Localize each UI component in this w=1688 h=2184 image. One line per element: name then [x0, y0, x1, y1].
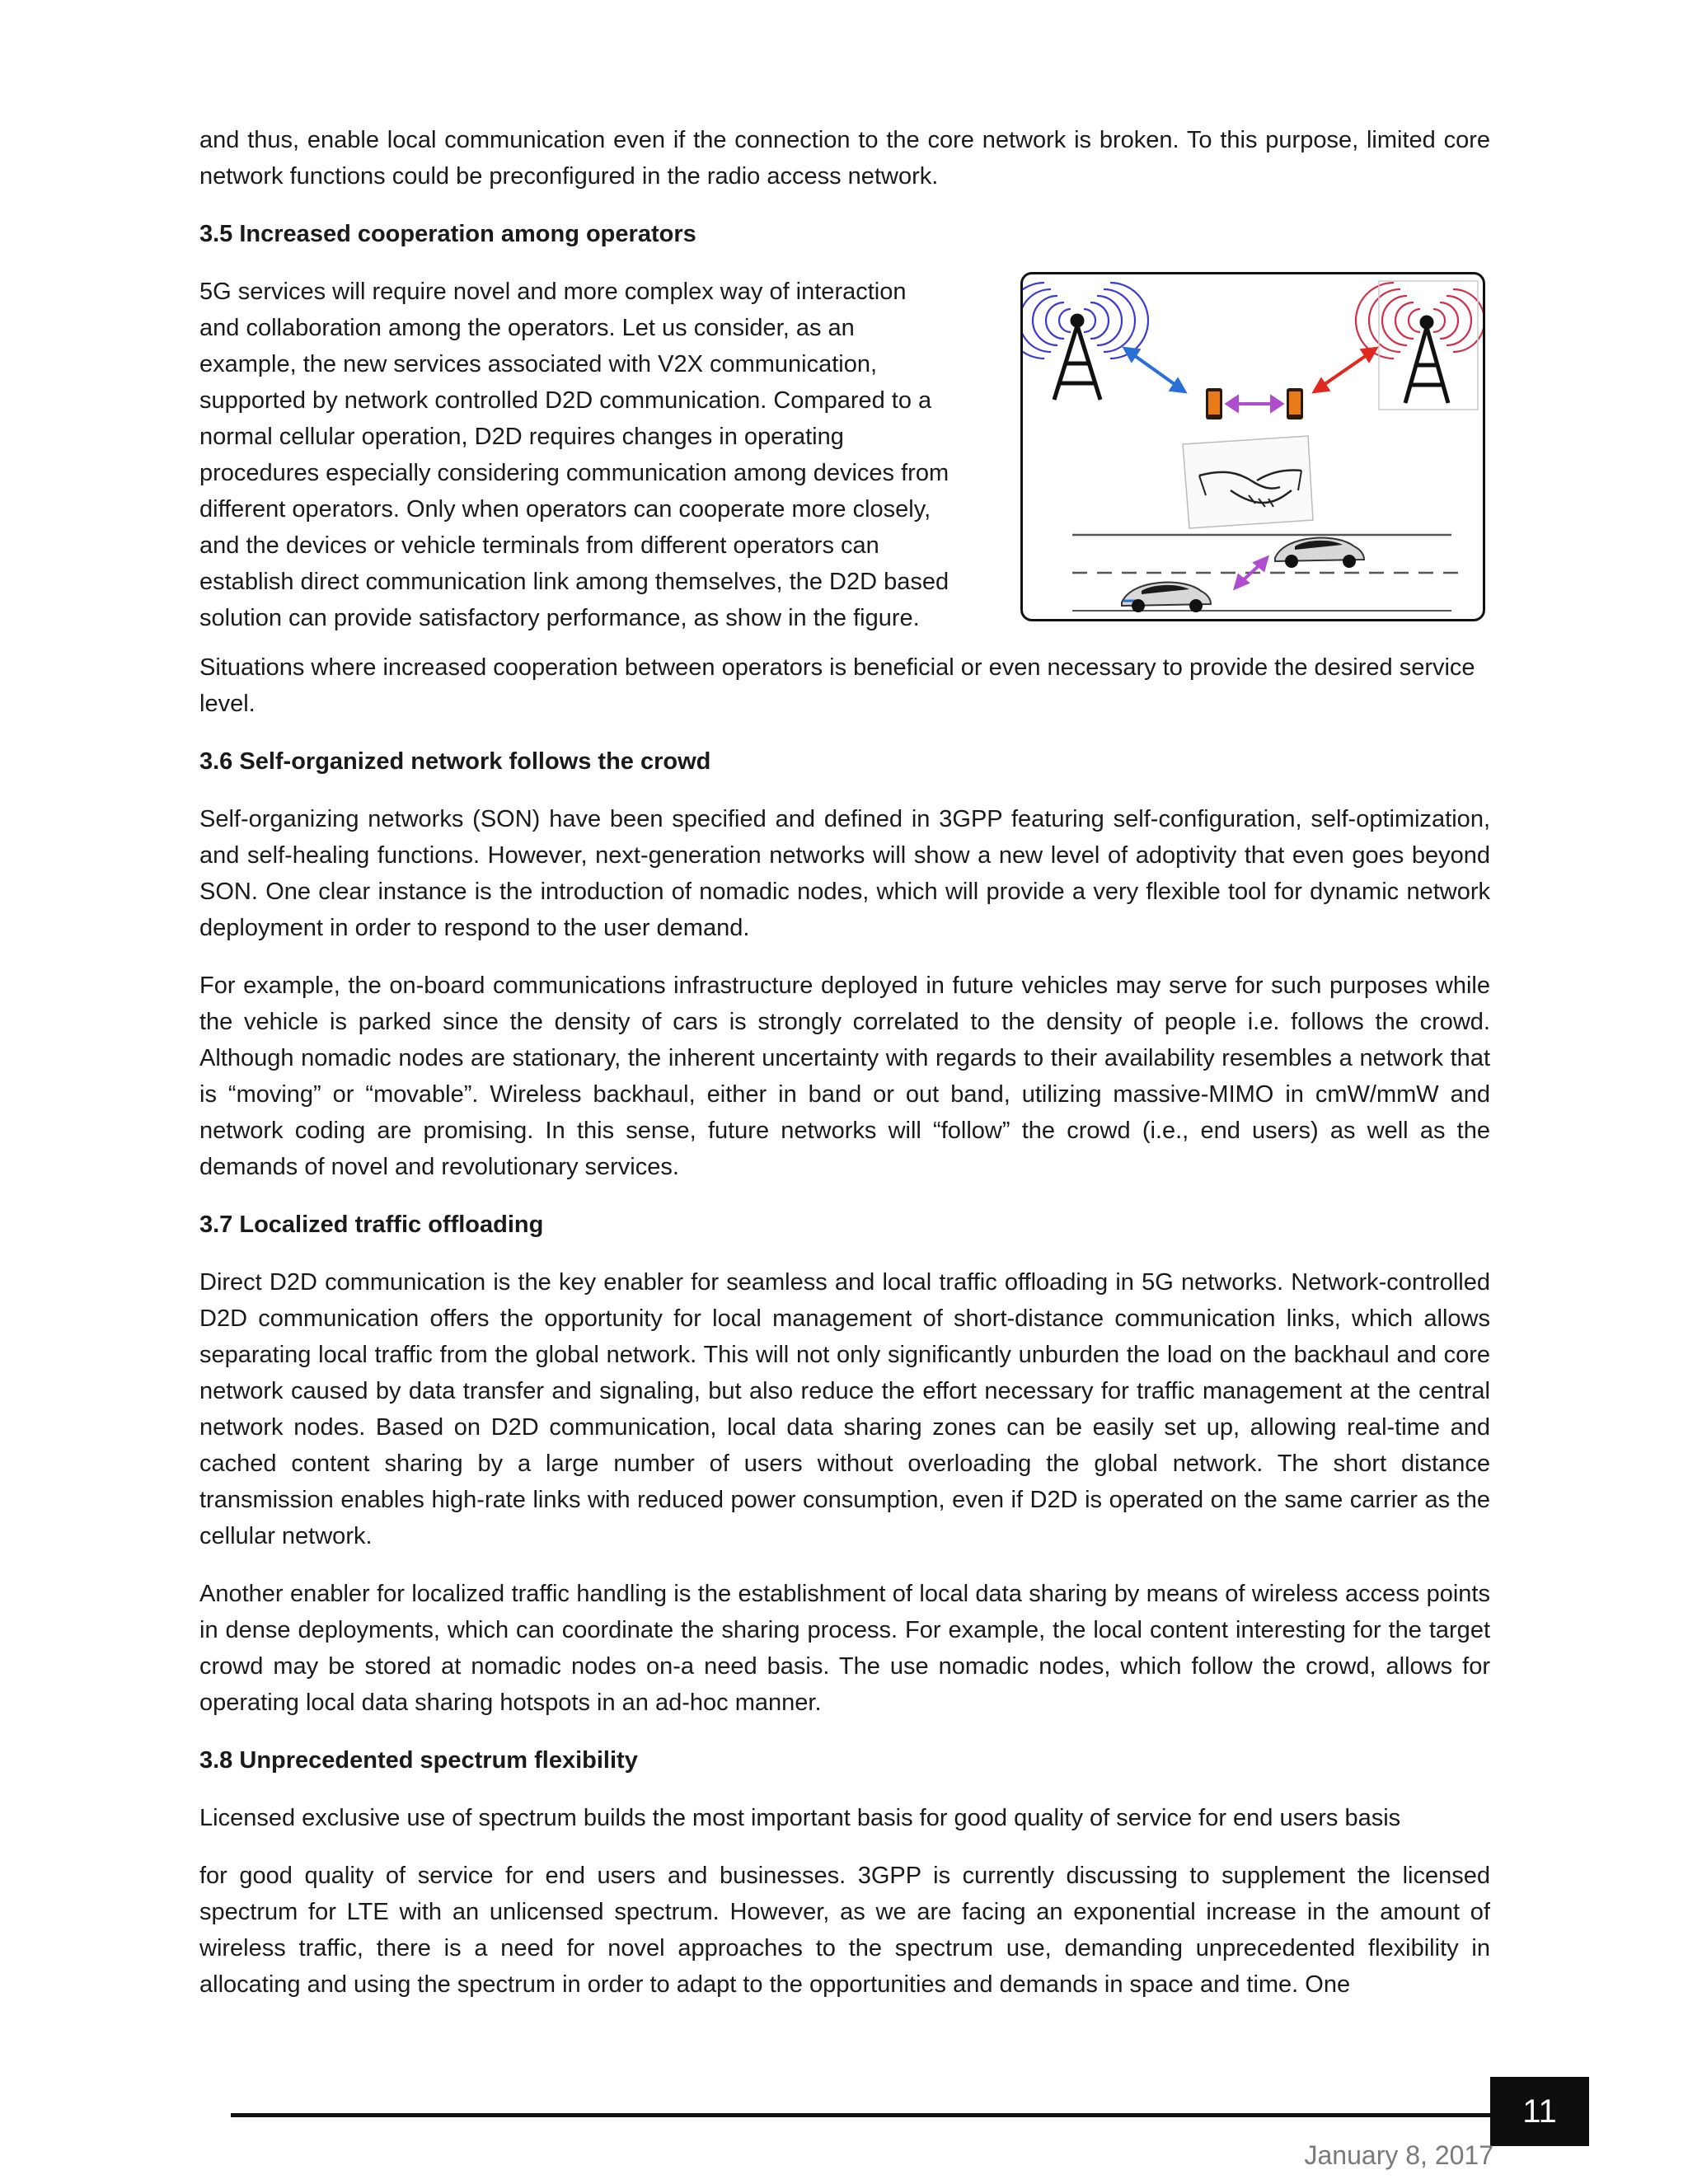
- text-line: supported by network controlled D2D communication. Compared to a: [199, 387, 932, 414]
- text-line: normal cellular operation, D2D requires changes in operating: [199, 424, 844, 450]
- text-line: establish direct communication link among themselves, the D2D based: [199, 569, 950, 595]
- bottom-car-icon: [1122, 582, 1211, 612]
- left-phone-icon: [1206, 388, 1222, 419]
- section-3-6-heading: 3.6 Self-organized network follows the crowd: [199, 748, 711, 775]
- figure-illustration: [1023, 274, 1483, 619]
- section-3-7-paragraph-1: Direct D2D communication is the key enabler for seamless and local traffic offloading in 5G networks. Network-controlled D2D communication offers the opportunity for local management of short-distance communication links, which allows separating local traffic from the global network. This will not only significantly unburden the load on the backhaul and core network caused by data transfer and signaling, but also reduce the effort necessary for traffic management at the central network nodes. Based on D2D communication, local data sharing zones can be easily set up, allowing real-time and cached content sharing by a large number of users without overloading the global network. The short distance transmission enables high-rate links with reduced power consumption, even if D2D is operated on the same carrier as the cellular network.: [199, 1269, 1490, 1549]
- section-3-8-paragraph-1: Licensed exclusive use of spectrum builds the most important basis for good quality of service for end users basis: [199, 1805, 1401, 1831]
- page-number: 11: [1490, 2077, 1589, 2146]
- text-line: different operators. Only when operators can cooperate more closely,: [199, 496, 931, 523]
- footer-date: January 8, 2017: [1304, 2140, 1493, 2170]
- top-car-icon: [1275, 537, 1364, 568]
- section-3-7-heading: 3.7 Localized traffic offloading: [199, 1212, 544, 1238]
- v2x-operator-cooperation-figure: [1020, 272, 1485, 621]
- blue-link-arrow: [1125, 349, 1184, 391]
- text-line: and collaboration among the operators. Let us consider, as an: [199, 315, 855, 341]
- text-line: example, the new services associated with V2X communication,: [199, 351, 878, 377]
- text-line: procedures especially considering communication among devices from: [199, 460, 950, 486]
- text-line: and the devices or vehicle terminals from different operators can: [199, 532, 879, 559]
- handshake-image: [1183, 436, 1313, 528]
- right-phone-icon: [1287, 388, 1303, 419]
- intro-paragraph: and thus, enable local communication even if the connection to the core network is broken. To this purpose, limited core network functions could be preconfigured in the radio access network.: [199, 127, 1490, 190]
- section-3-6-paragraph-2: For example, the on-board communications infrastructure deployed in future vehicles may serve for such purposes while the vehicle is parked since the density of cars is strongly correlated to the density of people i.e. follows the crowd. Although nomadic nodes are stationary, the inherent uncertainty with regards to their availability resembles a network that is “moving” or “movable”. Wireless backhaul, either in band or out band, utilizing massive-MIMO in cmW/mmW and network coding are promising. In this sense, future networks will “follow” the crowd (i.e., end users) as well as the demands of novel and revolutionary services.: [199, 972, 1490, 1180]
- section-3-8-paragraph-2: for good quality of service for end users and businesses. 3GPP is currently discussing to supplement the licensed spectrum for LTE with an unlicensed spectrum. However, as we are facing an exponential increase in the amount of wireless traffic, there is a need for novel approaches to the spectrum use, demanding unprecedented flexibility in allocating and using the spectrum in order to adapt to the opportunities and demands in space and time. One: [199, 1863, 1490, 1998]
- section-3-5-tail-paragraph: Situations where increased cooperation between operators is beneficial or even necessary to provide the desired service level.: [199, 654, 1475, 717]
- text-line: 5G services will require novel and more complex way of interaction: [199, 279, 907, 305]
- section-3-8-heading: 3.8 Unprecedented spectrum flexibility: [199, 1747, 638, 1774]
- section-3-7-paragraph-2: Another enabler for localized traffic handling is the establishment of local data sharing by means of wireless access points in dense deployments, which can coordinate the sharing process. For example, the local content interesting for the target crowd may be stored at nomadic nodes on-a need basis. The use nomadic nodes, which follow the crowd, allows for operating local data sharing hotspots in an ad-hoc manner.: [199, 1581, 1490, 1716]
- red-link-arrow: [1315, 349, 1376, 391]
- v2v-car-arrow: [1236, 558, 1267, 588]
- page-content: [199, 122, 1490, 2024]
- d2d-phone-arrow: [1227, 397, 1282, 410]
- section-3-6-paragraph-1: Self-organizing networks (SON) have been specified and defined in 3GPP featuring self-configuration, self-optimization, and self-healing functions. However, next-generation networks will show a new level of adoptivity that even goes beyond SON. One clear instance is the introduction of nomadic nodes, which will provide a very flexible tool for dynamic network deployment in order to respond to the user demand.: [199, 806, 1490, 941]
- footer-rule: [231, 2113, 1492, 2117]
- section-3-5-heading: 3.5 Increased cooperation among operators: [199, 221, 696, 247]
- section-3-5-wrapped-text: [199, 274, 1007, 636]
- section-3-5-figure-block: [199, 274, 1490, 649]
- text-line: solution can provide satisfactory performance, as show in the figure.: [199, 605, 920, 631]
